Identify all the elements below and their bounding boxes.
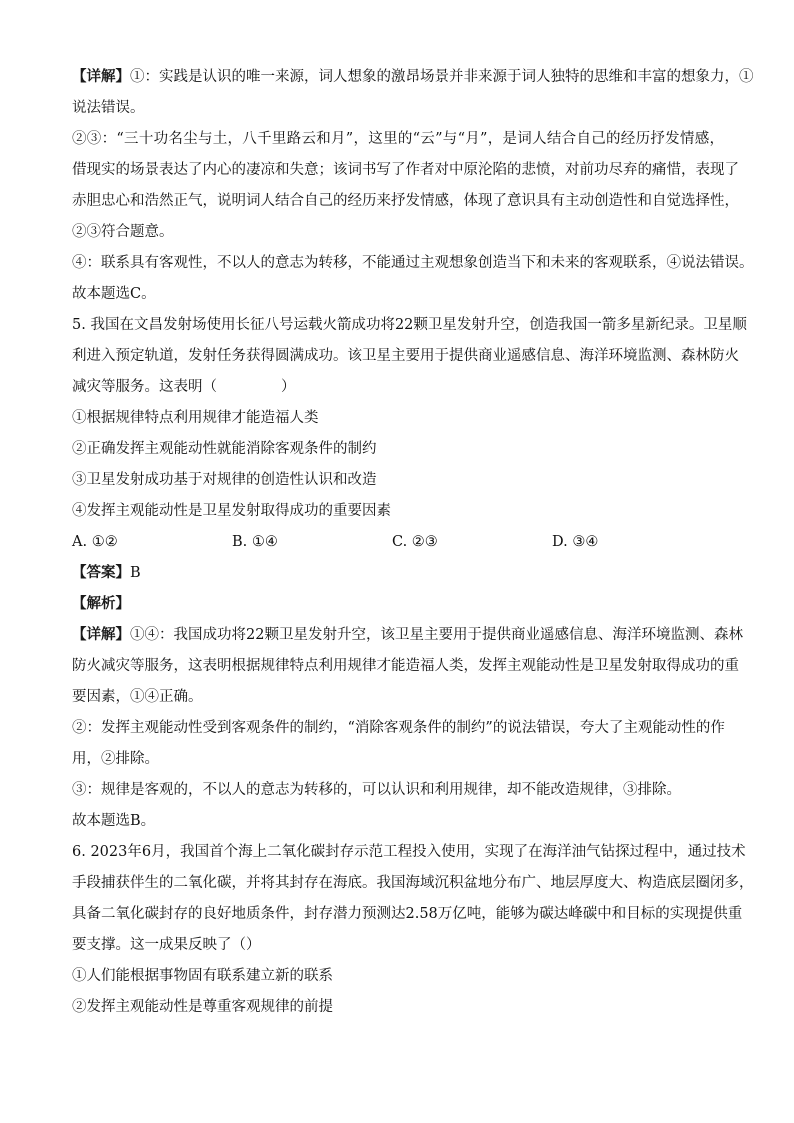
detail-line: 防火减灾等服务，这表明根据规律特点利用规律才能造福人类，发挥主观能动性是卫星发射取得成功的重 [72, 658, 739, 674]
question-5-stem: 5. 我国在文昌发射场使用长征八号运载火箭成功将22颗卫星发射升空，创造我国一箭多星新纪录。卫星顺 [72, 317, 747, 333]
option-c: C. ②③ [392, 534, 438, 550]
detail-tag: 【详解】 [72, 627, 130, 643]
answer-value: B [130, 565, 141, 581]
detail-line: 要因素，①④正确。 [72, 689, 203, 705]
option-d: D. ③④ [552, 534, 599, 550]
detail-line: ③：规律是客观的，不以人的意志为转移的，可以认识和利用规律，却不能改造规律，③排除。 [72, 782, 681, 798]
question-6-stem: 6. 2023年6月，我国首个海上二氧化碳封存示范工程投入使用，实现了在海洋油气钻探过程中，通过技术 [72, 844, 746, 860]
option-b: B. ①④ [232, 534, 278, 550]
question-5-options [72, 527, 724, 558]
detail-tag: 【详解】 [72, 69, 130, 85]
detail-line: 说法错误。 [72, 100, 145, 116]
question-5-item: ④发挥主观能动性是卫星发射取得成功的重要因素 [72, 503, 391, 519]
option-a: A. ①② [72, 534, 118, 550]
detail-text: ①：实践是认识的唯一来源，词人想象的激昂场景并非来源于词人独特的思维和丰富的想象力，① [130, 69, 754, 85]
detail-line: ④：联系具有客观性，不以人的意志为转移，不能通过主观想象创造当下和未来的客观联系，④说法错误。 [72, 255, 754, 271]
detail-line: ②③符合题意。 [72, 224, 174, 240]
analysis-tag: 【解析】 [72, 596, 130, 612]
stem-text: 减灾等服务。这表明（ [72, 379, 217, 395]
answer-tag: 【答案】 [72, 565, 130, 581]
question-6-stem: 具备二氧化碳封存的良好地质条件，封存潜力预测达2.58万亿吨，能够为碳达峰碳中和目标的实现提供重 [72, 906, 743, 922]
question-5-stem: 利进入预定轨道，发射任务获得圆满成功。该卫星主要用于提供商业遥感信息、海洋环境监测、森林防火 [72, 348, 739, 364]
detail-line: 借现实的场景表达了内心的凄凉和失意；该词书写了作者对中原沦陷的悲愤，对前功尽弃的痛惜，表现了 [72, 162, 739, 178]
question-6-stem: 手段捕获伴生的二氧化碳，并将其封存在海底。我国海域沉积盆地分布广、地层厚度大、构造底层圈闭多， [72, 875, 754, 891]
detail-line: ②③：“三十功名尘与土，八千里路云和月”，这里的“云”与“月”，是词人结合自己的经历抒发情感， [72, 131, 724, 147]
question-6-stem: 要支撑。这一成果反映了（） [72, 937, 261, 953]
detail-line: ②：发挥主观能动性受到客观条件的制约，“消除客观条件的制约”的说法错误，夸大了主观能动性的作 [72, 720, 725, 736]
detail-line [72, 62, 754, 93]
stem-text: ） [281, 379, 296, 395]
detail-line: 用，②排除。 [72, 751, 159, 767]
conclusion-line: 故本题选C。 [72, 286, 156, 302]
detail-text: ①④：我国成功将22颗卫星发射升空，该卫星主要用于提供商业遥感信息、海洋环境监测、森林 [130, 627, 743, 643]
question-5-stem [72, 372, 724, 403]
answer-line [72, 558, 724, 589]
analysis-line [72, 589, 724, 620]
conclusion-line: 故本题选B。 [72, 813, 156, 829]
question-5-item: ②正确发挥主观能动性就能消除客观条件的制约 [72, 441, 377, 457]
document-page [72, 62, 754, 1023]
question-5-item: ①根据规律特点利用规律才能造福人类 [72, 410, 319, 426]
detail-line [72, 620, 743, 651]
question-5-item: ③卫星发射成功基于对规律的创造性认识和改造 [72, 472, 377, 488]
question-6-item: ②发挥主观能动性是尊重客观规律的前提 [72, 999, 333, 1015]
detail-line: 赤胆忠心和浩然正气，说明词人结合自己的经历来抒发情感，体现了意识具有主动创造性和自觉选择性， [72, 193, 739, 209]
question-6-item: ①人们能根据事物固有联系建立新的联系 [72, 968, 333, 984]
